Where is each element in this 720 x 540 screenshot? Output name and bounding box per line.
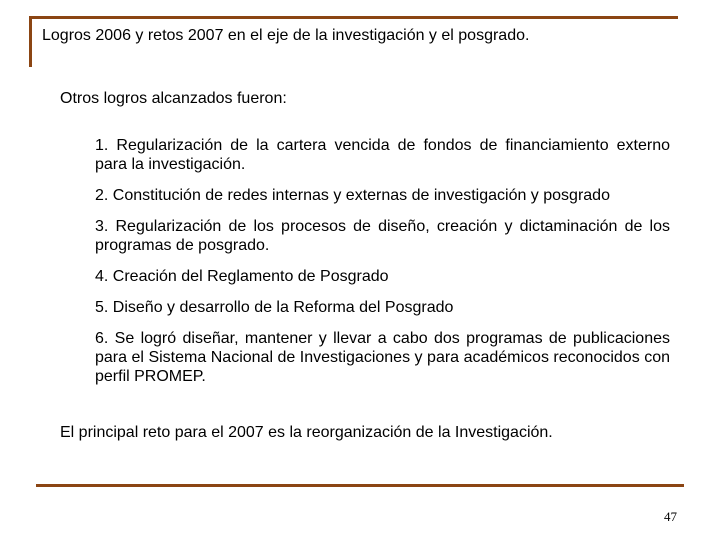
list-item: 3. Regularización de los procesos de diseño, creación y dictaminación de los programas de posgrado. — [95, 218, 670, 254]
list-item: 4. Creación del Reglamento de Posgrado — [95, 268, 389, 285]
list-item: 1. Regularización de la cartera vencida de fondos de financiamiento externo para la investigación. — [95, 137, 670, 173]
list-item: 6. Se logró diseñar, mantener y llevar a cabo dos programas de publicaciones para el Sistema Nacional de Investigaciones y para académicos reconocidos con perfil PROMEP. — [95, 330, 670, 385]
intro-text: Otros logros alcanzados fueron: — [60, 90, 287, 107]
achievements-list — [95, 136, 670, 398]
slide-title: Logros 2006 y retos 2007 en el eje de la investigación y el posgrado. — [42, 27, 530, 44]
closing-statement: El principal reto para el 2007 es la reorganización de la Investigación. — [60, 424, 553, 441]
list-item: 2. Constitución de redes internas y externas de investigación y posgrado — [95, 187, 610, 204]
bottom-border-line — [36, 484, 684, 487]
top-border-line — [29, 16, 678, 19]
list-item: 5. Diseño y desarrollo de la Reforma del Posgrado — [95, 299, 454, 316]
page-number: 47 — [664, 509, 677, 524]
left-border-line — [29, 16, 32, 67]
